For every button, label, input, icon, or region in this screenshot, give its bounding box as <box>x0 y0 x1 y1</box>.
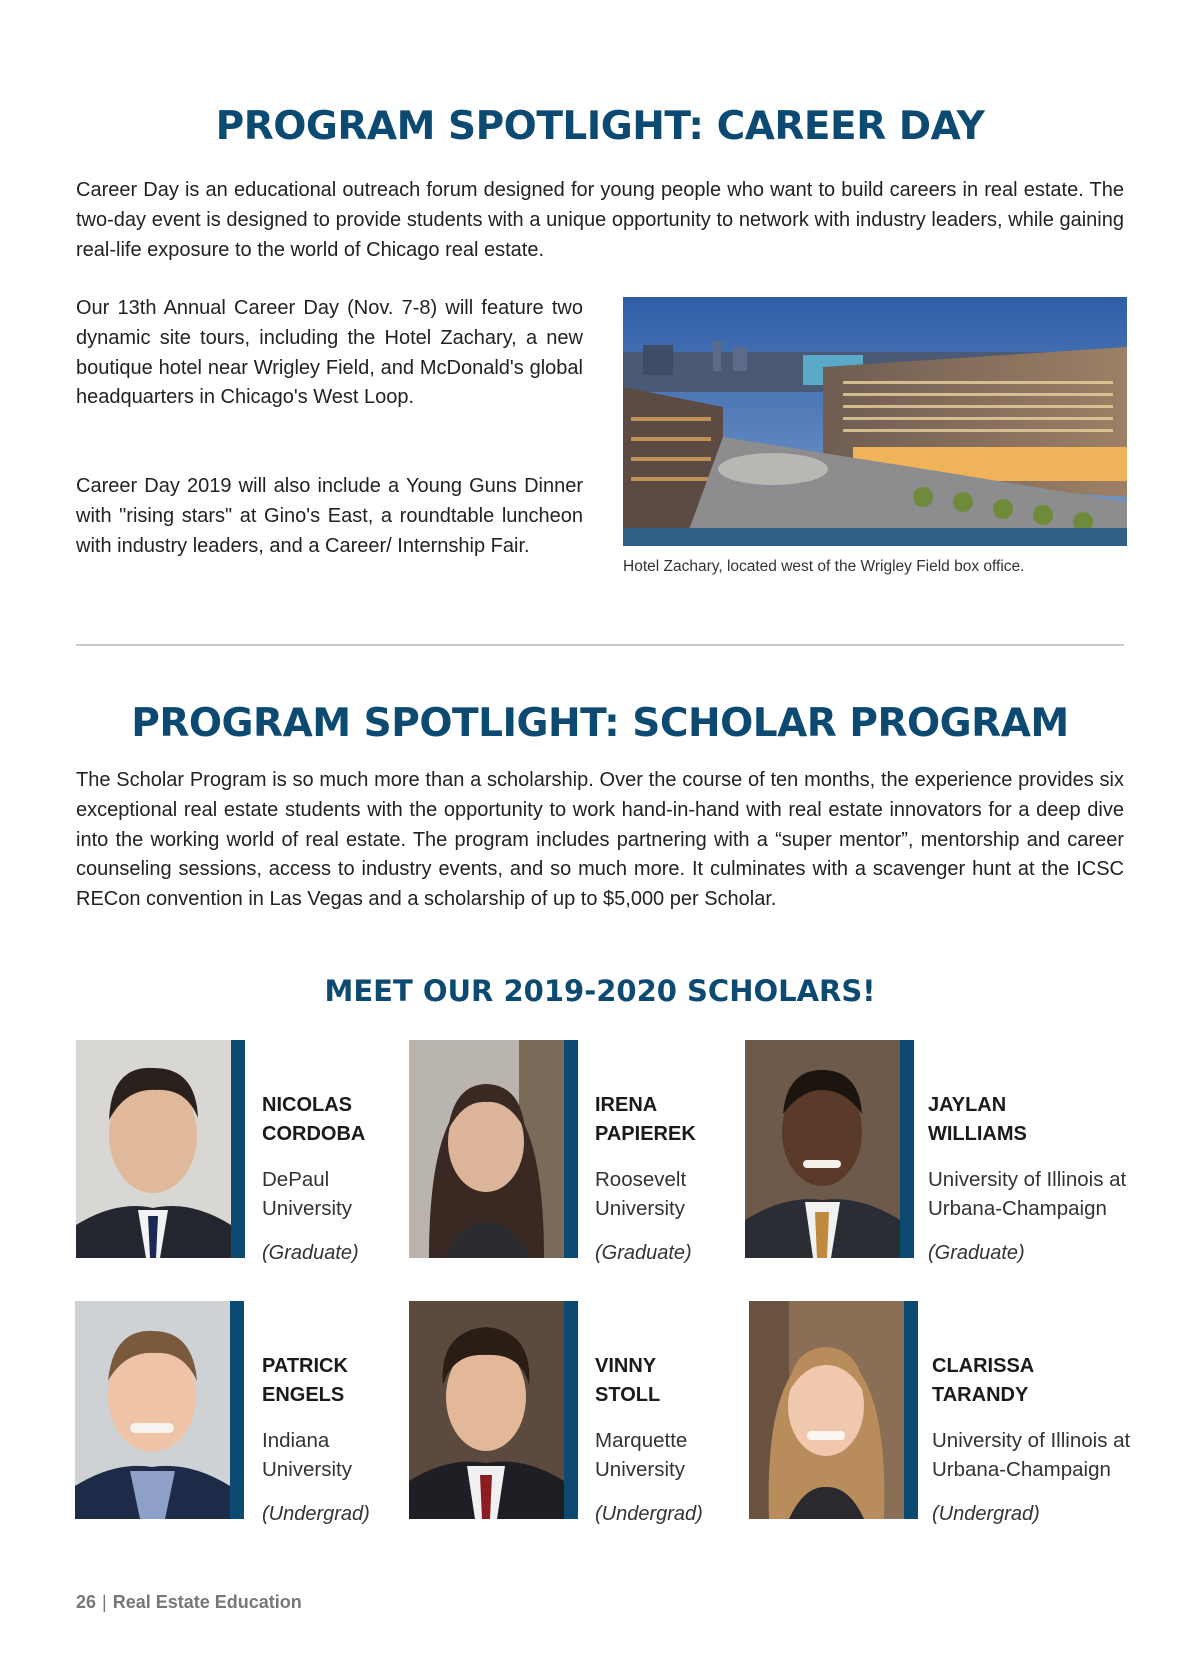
scholar-name: JAYLAN WILLIAMS <box>928 1094 1027 1145</box>
scholar-name: NICOLAS CORDOBA <box>262 1094 366 1145</box>
scholar-program-title: PROGRAM SPOTLIGHT: SCHOLAR PROGRAM <box>131 701 1069 746</box>
scholar-photo <box>76 1040 231 1258</box>
scholar-level: (Graduate) <box>595 1242 692 1264</box>
scholar-name: CLARISSA TARANDY <box>932 1355 1035 1406</box>
scholar-photo <box>75 1301 230 1519</box>
scholar-level: (Undergrad) <box>262 1503 370 1525</box>
page-footer <box>76 1592 302 1613</box>
section-divider <box>76 644 1124 646</box>
accent-bar <box>904 1301 918 1519</box>
section-name: Real Estate Education <box>112 1592 302 1612</box>
hotel-zachary-photo <box>623 297 1127 546</box>
accent-bar <box>900 1040 914 1258</box>
hotel-zachary-photo-caption: Hotel Zachary, located west of the Wrigley Field box office. <box>623 558 1025 575</box>
accent-bar <box>230 1301 244 1519</box>
accent-bar <box>564 1040 578 1258</box>
career-day-tours-paragraph: Our 13th Annual Career Day (Nov. 7-8) will feature two dynamic site tours, including the Hotel Zachary, a new boutique hotel near Wrigley Field, and McDonald's global headquarters in Chicago's West Loop. <box>76 297 583 409</box>
scholar-program-description: The Scholar Program is so much more than a scholarship. Over the course of ten months, the experience provides six exceptional real estate students with the opportunity to work hand-in-hand with real estate innovators for a deep dive into the working world of real estate. The program includes partnering with a “super mentor”, mentorship and career counseling sessions, access to industry events, and so much more. It culminates with a scavenger hunt at the ICSC RECon convention in Las Vegas and a scholarship of up to $5,000 per Scholar. <box>76 769 1124 911</box>
scholar-school: DePaul University <box>262 1168 352 1220</box>
accent-bar <box>564 1301 578 1519</box>
scholar-level: (Undergrad) <box>595 1503 703 1525</box>
scholar-school: Roosevelt University <box>595 1168 687 1220</box>
scholar-photo <box>409 1040 564 1258</box>
meet-scholars-heading: MEET OUR 2019-2020 SCHOLARS! <box>324 974 876 1008</box>
scholar-photo <box>409 1301 564 1519</box>
scholar-name: PATRICK ENGELS <box>262 1355 348 1406</box>
scholar-name: VINNY STOLL <box>595 1355 661 1406</box>
scholar-school: University of Illinois at Urbana-Champaign <box>928 1168 1127 1220</box>
page-number: 26 <box>76 1592 97 1612</box>
scholar-photo <box>745 1040 900 1258</box>
career-day-events-paragraph: Career Day 2019 will also include a Young Guns Dinner with "rising stars" at Gino's East, a roundtable luncheon with industry leaders, and a Career/ Internship Fair. <box>76 475 583 557</box>
footer-separator: | <box>102 1592 107 1612</box>
scholar-school: Marquette University <box>595 1429 688 1481</box>
scholar-school: Indiana University <box>262 1429 352 1481</box>
scholar-level: (Undergrad) <box>932 1503 1040 1525</box>
career-day-title: PROGRAM SPOTLIGHT: CAREER DAY <box>215 104 985 149</box>
scholar-photo <box>749 1301 904 1519</box>
accent-bar <box>231 1040 245 1258</box>
scholar-level: (Graduate) <box>262 1242 359 1264</box>
scholar-school: University of Illinois at Urbana-Champaign <box>932 1429 1131 1481</box>
scholar-level: (Graduate) <box>928 1242 1025 1264</box>
career-day-intro: Career Day is an educational outreach forum designed for young people who want to build careers in real estate. The two-day event is designed to provide students with a unique opportunity to network with industry leaders, while gaining real-life exposure to the world of Chicago real estate. <box>76 179 1124 261</box>
scholar-name: IRENA PAPIEREK <box>595 1094 696 1145</box>
